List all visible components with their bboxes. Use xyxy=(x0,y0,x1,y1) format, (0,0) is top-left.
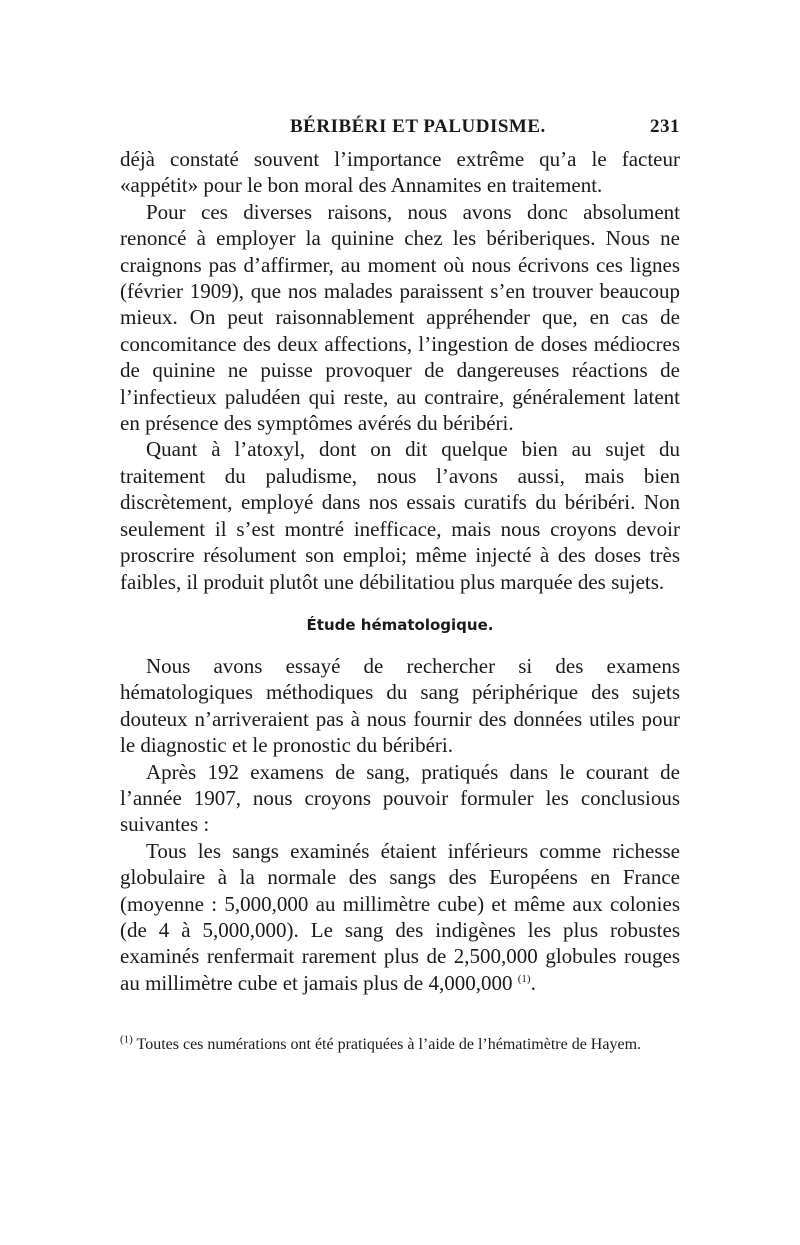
footnote-spacer xyxy=(120,996,680,1034)
footnote-reference: (1) xyxy=(517,972,531,985)
paragraph-quinine: Pour ces diverses raisons, nous avons donc absolument renoncé à employer la quinine chez les bériberiques. Nous ne craignons pas d’affirmer, au moment où nous écrivons ces lignes (février 1909), que nos malades paraissent s’en trouver beaucoup mieux. On peut raisonnablement appréhender que, en cas de concomitance des deux affections, l’ingestion de doses médiocres de quinine ne puisse provoquer de dangereuses réactions de l’infectieux paludéen qui reste, au contraire, généralement latent en présence des symptômes avérés du béribéri. xyxy=(120,199,680,436)
paragraph-atoxyl: Quant à l’atoxyl, dont on dit quelque bien au sujet du traitement du paludisme, nous l’avons aussi, mais bien discrètement, employé dans nos essais curatifs du béribéri. Non seulement il s’est montré inefficace, mais nous croyons devoir proscrire résolument son emploi; même injecté à des doses très faibles, il produit plutôt une débilitatiou plus marquée des sujets. xyxy=(120,437,680,594)
paragraph-blood-counts xyxy=(120,838,680,996)
footnote-marker: (1) xyxy=(120,1033,133,1046)
running-head xyxy=(120,116,680,146)
trailing-period: . xyxy=(530,970,536,995)
paragraph-hematology-intro: Nous avons essayé de rechercher si des examens hématologiques méthodiques du sang périphérique des sujets douteux n’arriveraient pas à nous fournir des données utiles pour le diagnostic et le pronostic du béribéri. xyxy=(120,653,680,758)
paragraph-blood-counts-text: Tous les sangs examinés étaient inférieurs comme richesse globulaire à la normale des sangs des Européens en France (moyenne : 5,000,000 au millimètre cube) et même aux colonies (de 4 à 5,000,000). Le sang des indigènes les plus robustes examinés renfermait rarement plus de 2,500,000 globules rouges au millimètre cube et jamais plus de 4,000,000 xyxy=(120,838,680,995)
running-title: BÉRIBÉRI ET PALUDISME. xyxy=(290,116,546,137)
page-number: 231 xyxy=(650,116,680,137)
section-heading: Étude hématologique. xyxy=(306,615,494,634)
footnote-text: Toutes ces numérations ont été pratiquées à l’aide de l’hématimètre de Hayem. xyxy=(136,1036,642,1054)
book-page xyxy=(120,116,680,1055)
paragraph-continuation: déjà constaté souvent l’importance extrême qu’a le facteur «appétit» pour le bon moral des Annamites en traitement. xyxy=(120,147,680,198)
footnote xyxy=(120,1034,680,1055)
paragraph-examinations: Après 192 examens de sang, pratiqués dans le courant de l’année 1907, nous croyons pouvoir formuler les conclusious suivantes : xyxy=(120,759,680,837)
